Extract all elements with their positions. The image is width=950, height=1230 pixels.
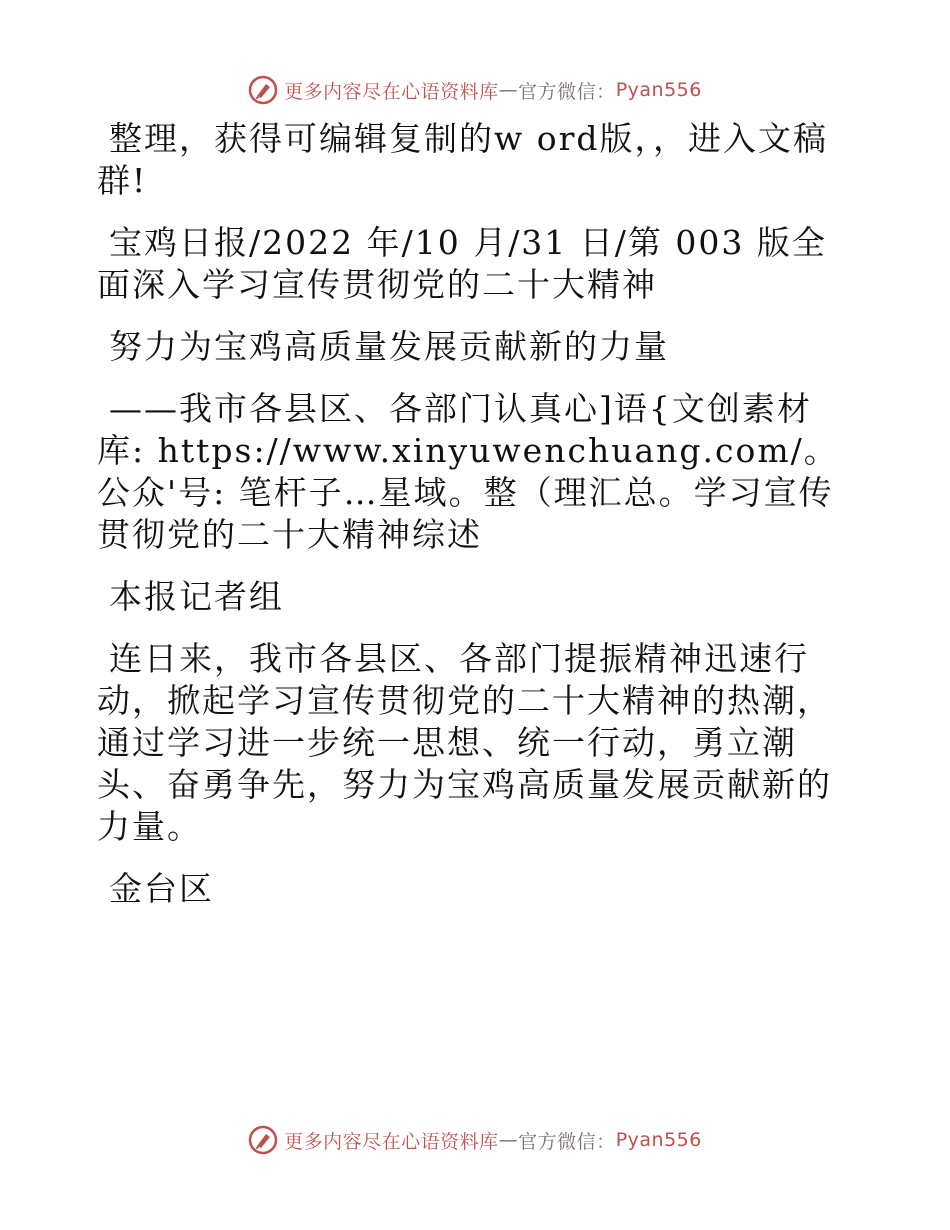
article-subtitle bbox=[97, 388, 857, 556]
paragraph-text: 努力为宝鸡高质量发展贡献新的力量 bbox=[109, 327, 669, 366]
banner-wechat-id: Pyan556 bbox=[615, 79, 702, 101]
paragraph bbox=[97, 222, 857, 306]
byline bbox=[97, 576, 857, 618]
pen-logo-icon bbox=[248, 1125, 278, 1155]
paragraph-text: 宝鸡日报/2022 年/10 月/31 日/第 003 版全面深入学习宣传贯彻党的二十大精神 bbox=[97, 223, 827, 304]
banner-dash: — bbox=[498, 79, 519, 101]
section-heading bbox=[97, 868, 857, 910]
banner-sub-text: 官方微信： bbox=[518, 80, 616, 103]
header-banner bbox=[0, 70, 950, 110]
paragraph-text: 金台区 bbox=[109, 869, 214, 908]
document-body bbox=[97, 118, 857, 930]
paragraph-text: ——我市各县区、各部门认真心]语{文创素材库: https://www.xinyuwenchuang.com/。公众'号: 笔杆子…星域。整（理汇总。学习宣传贯彻党的二十大精神综述 bbox=[97, 389, 839, 554]
paragraph bbox=[97, 638, 857, 848]
paragraph-text: 连日来，我市各县区、各部门提振精神迅速行动，掀起学习宣传贯彻党的二十大精神的热潮，通过学习进一步统一思想、统一行动，勇立潮头、奋勇争先，努力为宝鸡高质量发展贡献新的力量。 bbox=[97, 639, 832, 846]
paragraph bbox=[97, 118, 857, 202]
banner-main-text: 更多内容尽在心语资料库 bbox=[284, 80, 499, 103]
paragraph-text: 本报记者组 bbox=[109, 577, 284, 616]
banner-main-text: 更多内容尽在心语资料库 bbox=[284, 1130, 499, 1153]
banner-sub-text: 官方微信： bbox=[518, 1130, 616, 1153]
banner-dash: — bbox=[498, 1129, 519, 1151]
banner-wechat-id: Pyan556 bbox=[615, 1129, 702, 1151]
footer-banner bbox=[0, 1120, 950, 1160]
article-title bbox=[97, 326, 857, 368]
pen-logo-icon bbox=[248, 75, 278, 105]
paragraph-text: 整理，获得可编辑复制的w ord版，，进入文稿群! bbox=[97, 119, 829, 200]
